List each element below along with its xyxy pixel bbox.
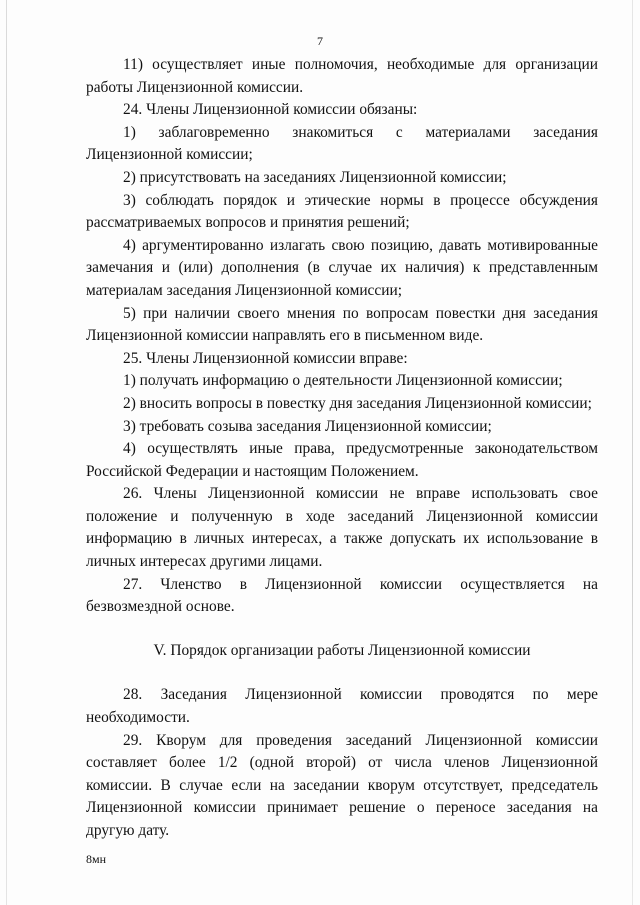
document-body bbox=[86, 54, 598, 843]
page-number: 7 bbox=[317, 34, 323, 48]
paragraph: 29. Кворум для проведения заседаний Лицензионной комиссии составляет более 1/2 (одной второй) от числа членов Лицензионной комиссии. В случае если на заседании кворум отсутствует, председатель Лицензионной комиссии принимает решение о переносе заседания на другую дату. bbox=[86, 731, 598, 839]
paragraph: 28. Заседания Лицензионной комиссии проводятся по мере необходимости. bbox=[86, 686, 598, 727]
paragraph: 24. Члены Лицензионной комиссии обязаны: bbox=[123, 101, 418, 119]
page-edge-left bbox=[6, 0, 7, 905]
paragraph: 11) осуществляет иные полномочия, необходимые для организации работы Лицензионной комиссии. bbox=[86, 56, 598, 96]
paragraph: 26. Члены Лицензионной комиссии не вправе использовать свое положение и полученную в ходе заседаний Лицензионной комиссии информацию в личных интересах, а также допускать их использование в личных интересах другими лицами. bbox=[86, 485, 598, 571]
paragraph: 27. Членство в Лицензионной комиссии осуществляется на безвозмездной основе. bbox=[86, 575, 598, 616]
paragraph: 1) заблаговременно знакомиться с материалами заседания Лицензионной комиссии; bbox=[86, 123, 598, 164]
paragraph: 3) соблюдать порядок и этические нормы в процессе обсуждения рассматриваемых вопросов и принятия решений; bbox=[86, 191, 598, 232]
section-heading: V. Порядок организации работы Лицензионной комиссии bbox=[153, 641, 531, 659]
paragraph: 1) получать информацию о деятельности Лицензионной комиссии; bbox=[123, 372, 563, 390]
paragraph: 4) осуществлять иные права, предусмотренные законодательством Российской Федерации и настоящим Положением. bbox=[86, 440, 598, 480]
paragraph: 2) вносить вопросы в повестку дня заседания Лицензионной комиссии; bbox=[123, 394, 592, 412]
paragraph: 3) требовать созыва заседания Лицензионной комиссии; bbox=[123, 417, 492, 435]
footer-code: 8мн bbox=[86, 852, 107, 866]
page-edge-right bbox=[632, 0, 633, 905]
paragraph: 2) присутствовать на заседаниях Лицензионной комиссии; bbox=[123, 168, 507, 186]
paragraph: 25. Члены Лицензионной комиссии вправе: bbox=[123, 349, 408, 367]
paragraph: 5) при наличии своего мнения по вопросам повестки дня заседания Лицензионной комиссии направлять его в письменном виде. bbox=[86, 304, 598, 345]
paragraph: 4) аргументированно излагать свою позицию, давать мотивированные замечания и (или) дополнения (в случае их наличия) к представленным материалам заседания Лицензионной комиссии; bbox=[86, 236, 598, 299]
